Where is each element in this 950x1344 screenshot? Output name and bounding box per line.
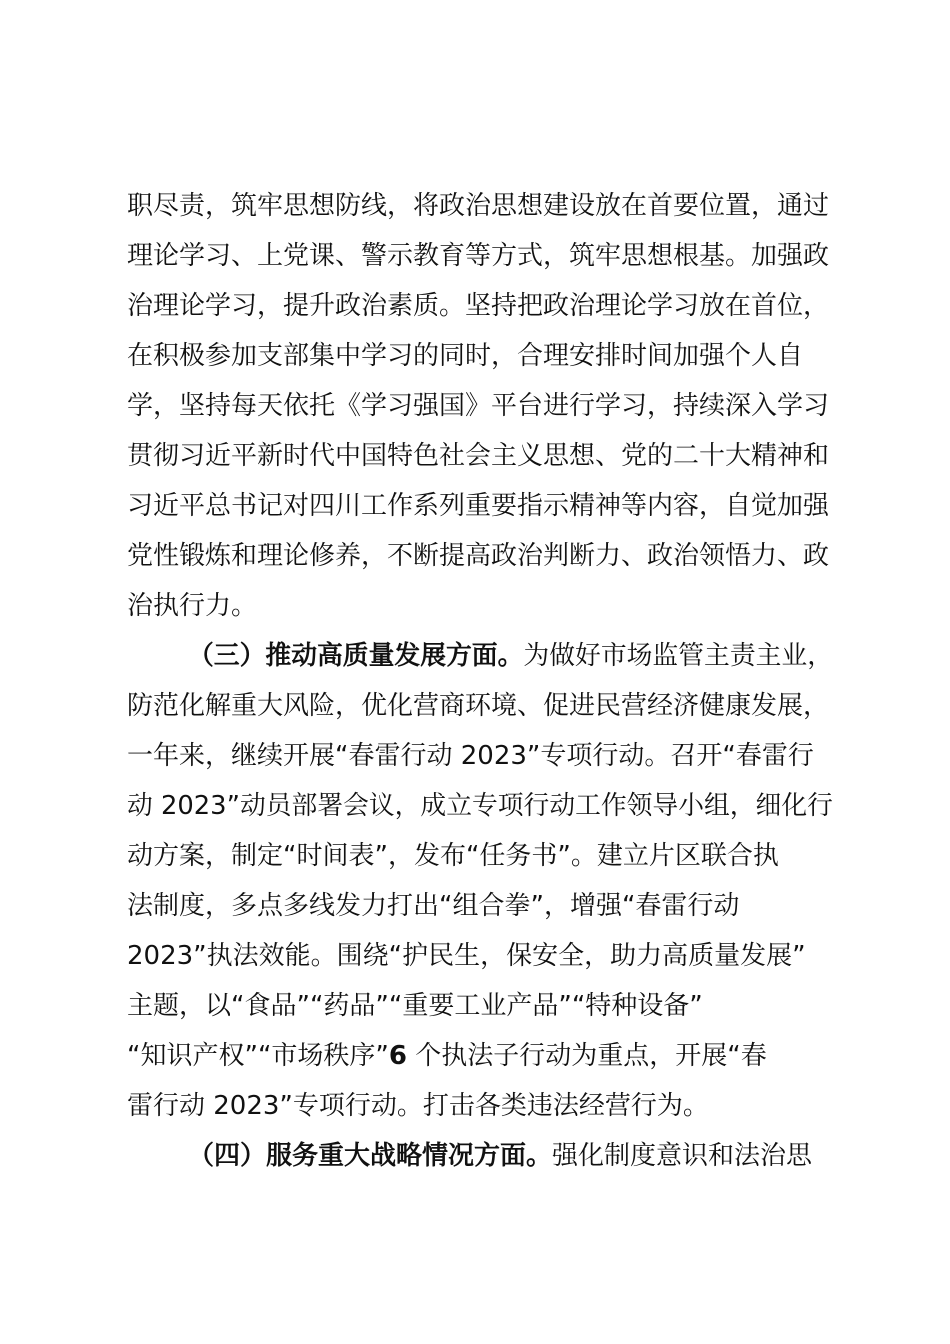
paragraph-line: 主题，以“食品”“药品”“重要工业产品”“特种设备”: [127, 991, 703, 1021]
paragraph-line: 治执行力。: [127, 591, 258, 621]
paragraph-line: 职尽责，筑牢思想防线，将政治思想建设放在首要位置，通过: [127, 191, 830, 221]
paragraph-line: 治理论学习，提升政治素质。坚持把政治理论学习放在首位，: [127, 291, 830, 321]
paragraph-line: 动 2023”动员部署会议，成立专项行动工作领导小组，细化行: [127, 791, 833, 821]
paragraph-line: 在积极参加支部集中学习的同时，合理安排时间加强个人自: [127, 341, 804, 371]
paragraph-line: 动方案，制定“时间表”，发布“任务书”。建立片区联合执: [127, 841, 779, 871]
section-heading: （三）推动高质量发展方面。: [188, 641, 524, 671]
paragraph-line: 习近平总书记对四川工作系列重要指示精神等内容，自觉加强: [127, 491, 830, 521]
section-heading-line: （三）推动高质量发展方面。为做好市场监管主责主业，: [188, 641, 834, 671]
paragraph-line: 党性锻炼和理论修养，不断提高政治判断力、政治领悟力、政: [127, 541, 830, 571]
paragraph-line: 防范化解重大风险，优化营商环境、促进民营经济健康发展，: [127, 691, 830, 721]
paragraph-line: 法制度，多点多线发力打出“组合拳”，增强“春雷行动: [127, 891, 740, 921]
paragraph-line: 贯彻习近平新时代中国特色社会主义思想、党的二十大精神和: [127, 441, 830, 471]
paragraph-line: 雷行动 2023”专项行动。打击各类违法经营行为。: [127, 1091, 709, 1121]
paragraph-line: 理论学习、上党课、警示教育等方式，筑牢思想根基。加强政: [127, 241, 830, 271]
section-heading-line: （四）服务重大战略情况方面。强化制度意识和法治思: [188, 1141, 813, 1171]
paragraph-line: “知识产权”“市场秩序”6 个执法子行动为重点，开展“春: [127, 1041, 767, 1071]
section-heading: （四）服务重大战略情况方面。: [188, 1141, 553, 1171]
paragraph-line: 学，坚持每天依托《学习强国》平台进行学习，持续深入学习: [127, 391, 830, 421]
paragraph-line: 一年来，继续开展“春雷行动 2023”专项行动。召开“春雷行: [127, 741, 814, 771]
paragraph-line: 2023”执法效能。围绕“护民生，保安全，助力高质量发展”: [127, 941, 806, 971]
